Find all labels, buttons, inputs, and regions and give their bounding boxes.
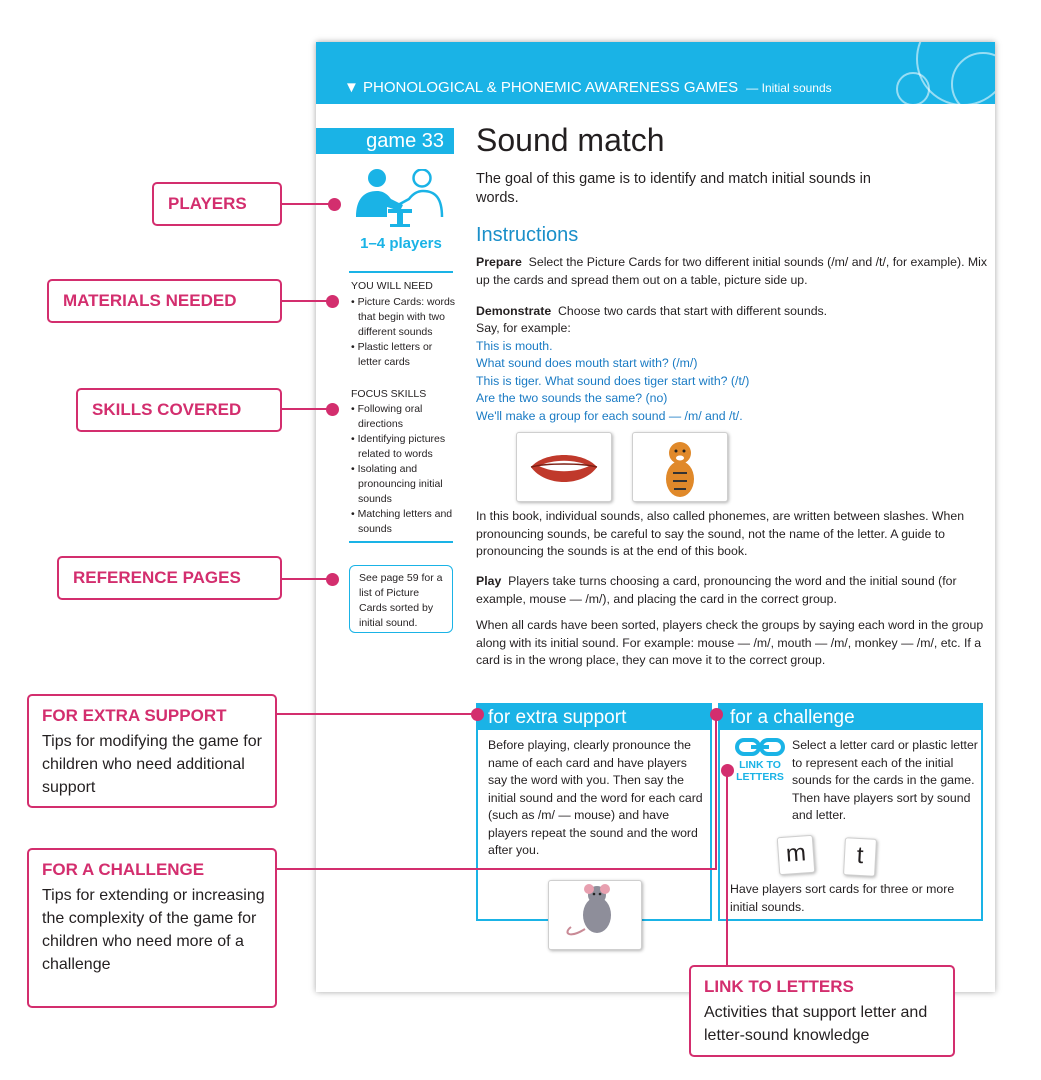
letter-card-m: m <box>777 835 816 875</box>
list-item: • Identifying pictures related to words <box>351 432 457 462</box>
extra-support-text: Before playing, clearly pronounce the name of each card and have players say the word with you. Then say the initial sound and the word for each card (such as /m/ — mouse) and have players repeat the sound and the word after you. <box>488 738 703 857</box>
banner-subsection: — Initial sounds <box>746 81 832 95</box>
link-icon <box>735 738 785 756</box>
you-will-need-heading: YOU WILL NEED <box>351 280 433 292</box>
mouse-card <box>548 880 642 950</box>
prepare-step <box>476 254 991 289</box>
banner-section: PHONOLOGICAL & PHONEMIC AWARENESS GAMES <box>363 79 739 96</box>
challenge-text: Select a letter card or plastic letter to represent each of the initial sounds for the cards in the game. Then have players sort by sound and letter. <box>792 738 978 822</box>
connector-line <box>282 203 334 205</box>
sidebar-divider <box>349 541 453 543</box>
section-banner <box>316 42 995 104</box>
connector-line <box>715 714 717 870</box>
callout-body: Tips for extending or increasing the complexity of the game for children who need more of a challenge <box>42 887 265 973</box>
demonstrate-text: Choose two cards that start with different sounds. <box>558 304 828 318</box>
dialogue-line: What sound does mouth start with? (/m/) <box>476 356 698 370</box>
connector-dot <box>721 764 734 777</box>
mouth-image <box>517 433 611 501</box>
say-line: Say, for example: <box>476 321 571 335</box>
callout-players <box>152 182 282 226</box>
challenge-text-2: Have players sort cards for three or more initial sounds. <box>730 882 955 914</box>
banner-title <box>344 79 832 96</box>
list-item: • Following oral directions <box>351 402 457 432</box>
instructions-heading: Instructions <box>476 224 579 246</box>
link-to-letters-badge <box>732 738 788 783</box>
tiger-image <box>633 433 727 501</box>
mouth-card <box>516 432 612 502</box>
focus-skills-heading: FOCUS SKILLS <box>351 388 427 400</box>
list-item: • Plastic letters or letter cards <box>351 340 457 370</box>
callout-challenge <box>27 848 277 1008</box>
play-label: Play <box>476 574 502 588</box>
list-item: • Isolating and pronouncing initial sounds <box>351 462 457 507</box>
callout-title: FOR A CHALLENGE <box>42 860 205 879</box>
materials-list <box>351 295 457 370</box>
play-text: Players take turns choosing a card, pronouncing the word and the initial sound (for example, mouse — /m/), and placing the card in the correct group. <box>476 574 957 606</box>
dialogue-line: Are the two sounds the same? (no) <box>476 391 668 405</box>
connector-line <box>726 770 728 965</box>
letter-card-t: t <box>843 837 877 877</box>
challenge-panel <box>718 703 983 921</box>
triangle-icon: ▼ <box>344 79 359 96</box>
callout-reference <box>57 556 282 600</box>
challenge-heading: for a challenge <box>720 705 981 730</box>
play-step <box>476 573 991 608</box>
callout-body: Tips for modifying the game for children who need additional support <box>42 733 262 796</box>
dialogue-line: This is tiger. What sound does tiger start with? (/t/) <box>476 374 750 388</box>
callout-title: SKILLS COVERED <box>92 400 242 419</box>
callout-materials <box>47 279 282 323</box>
connector-dot <box>326 403 339 416</box>
reference-box: See page 59 for a list of Picture Cards sorted by initial sound. <box>349 565 453 633</box>
callout-link-letters <box>689 965 955 1057</box>
tiger-card <box>632 432 728 502</box>
callout-title: REFERENCE PAGES <box>73 568 241 587</box>
connector-dot <box>471 708 484 721</box>
list-item: • Matching letters and sounds <box>351 507 457 537</box>
callout-title: MATERIALS NEEDED <box>63 291 237 310</box>
list-item: • Picture Cards: words that begin with two different sounds <box>351 295 457 340</box>
demonstrate-step <box>476 303 991 321</box>
connector-dot <box>326 573 339 586</box>
extra-support-heading: for extra support <box>478 705 710 730</box>
connector-dot <box>710 708 723 721</box>
callout-title: LINK TO LETTERS <box>704 977 854 996</box>
sidebar-divider <box>349 271 453 273</box>
page-title: Sound match <box>476 122 665 158</box>
skills-list <box>351 402 457 537</box>
phoneme-note: In this book, individual sounds, also called phonemes, are written between slashes. When pronouncing sounds, be careful to say the sound, not the name of the letter. A guide to pronouncing the sounds is at the end of this book. <box>476 509 965 558</box>
link-badge-label: LINK TO LETTERS <box>736 759 784 783</box>
demonstrate-label: Demonstrate <box>476 304 552 318</box>
callout-skills <box>76 388 282 432</box>
connector-dot <box>328 198 341 211</box>
connector-line <box>277 868 717 870</box>
dialogue-line: This is mouth. <box>476 339 553 353</box>
dialogue-line: We'll make a group for each sound — /m/ and /t/. <box>476 409 743 423</box>
connector-line <box>277 713 477 715</box>
prepare-text: Select the Picture Cards for two different initial sounds (/m/ and /t/, for example). Mix up the cards and spread them out on a table, picture side up. <box>476 255 988 287</box>
connector-line <box>282 578 332 580</box>
game-number: game 33 <box>316 128 454 154</box>
mouse-image <box>549 881 641 949</box>
game-page <box>316 42 995 992</box>
callout-body: Activities that support letter and letter-sound knowledge <box>704 1004 928 1044</box>
connector-line <box>282 408 332 410</box>
prepare-label: Prepare <box>476 255 522 269</box>
connector-dot <box>326 295 339 308</box>
players-count: 1–4 players <box>360 235 442 252</box>
players-icon <box>350 169 450 229</box>
callout-title: PLAYERS <box>168 194 247 213</box>
intro-text: The goal of this game is to identify and match initial sounds in words. <box>476 171 871 206</box>
check-step: When all cards have been sorted, players check the groups by saying each word in the group along with its initial sound. For example: mouse — /m/, mouth — /m/, monkey — /m/, etc. If a card is in the wrong place, they can move it to the correct group. <box>476 618 984 667</box>
connector-line <box>282 300 332 302</box>
callout-extra-support <box>27 694 277 808</box>
callout-title: FOR EXTRA SUPPORT <box>42 706 227 725</box>
